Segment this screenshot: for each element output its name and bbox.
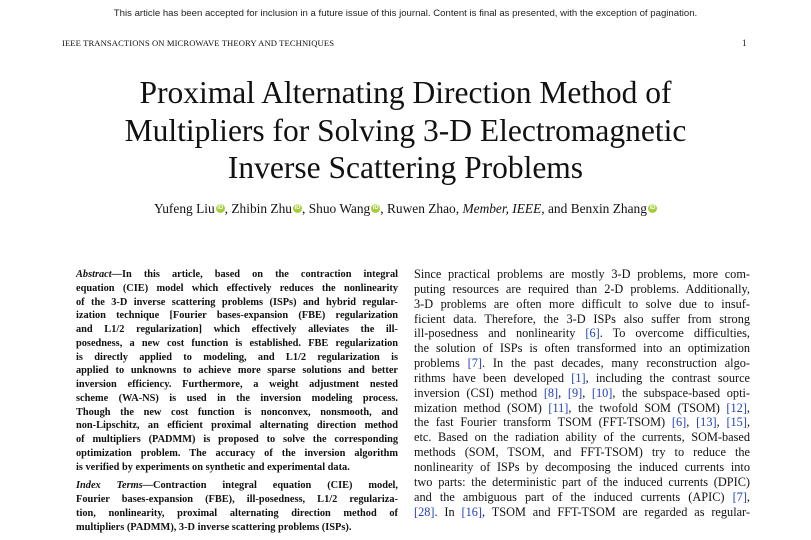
citation-link[interactable]: [11] — [548, 400, 569, 415]
abstract-line: scheme (WA-NS) is used in the inversion modeling process. — [76, 392, 398, 404]
body-line: [28]. In [16], TSOM and FFT-TSOM are regarded as regular- — [414, 504, 751, 519]
abstract-line: is verified by experiments on synthetic and experimental data. — [76, 461, 350, 473]
body-line: methods (SOM, TSOM, and FFT-TSOM) try to reduce the — [414, 445, 750, 460]
author-membership: Member, IEEE — [462, 201, 542, 216]
author-list: Yufeng Liu iD , Zhibin Zhu iD , Shuo Wang iD , Ruwen Zhao, Member, IEEE, and Benxin Zhang iD — [154, 201, 656, 216]
abstract-line: equation (CIE) model which effectively reduces the nonlinearity — [76, 282, 398, 294]
intro-paragraph — [414, 267, 750, 519]
abstract-line: ization technique [Fourier bases-expansion (FBE) regularization — [76, 310, 398, 322]
abstract-line: optimization problem. The accuracy of the inversion algorithm — [76, 447, 398, 459]
title-line: Proximal Alternating Direction Method of — [139, 75, 672, 110]
abstract-line: Though the new cost function is nonconvex, nonsmooth, and — [76, 406, 398, 418]
journal-running-head: IEEE TRANSACTIONS ON MICROWAVE THEORY AND TECHNIQUES — [62, 38, 335, 48]
citation-link[interactable]: [12] — [726, 400, 747, 415]
paper-title — [0, 74, 811, 187]
abstract-line: non-Lipschitz, an efficient proximal alternating direction method — [76, 420, 398, 432]
abstract-line: In this article, based on the contraction integral — [121, 269, 398, 280]
citation-link[interactable]: [10] — [591, 385, 613, 400]
body-line: the solution of ISPs is often transformed into an optimization — [414, 341, 750, 356]
body-line: inversion (CSI) method [8], [9], [10], the subspace-based opti- — [414, 385, 751, 400]
citation-link[interactable]: [8] — [543, 385, 559, 400]
abstract-line: and L1/2 regularization] which effectively alleviates the ill- — [76, 324, 398, 335]
abstract-line: of the 3-D inverse scattering problems (ISPs) and hybrid regular- — [76, 296, 398, 308]
title-line: Multipliers for Solving 3-D Electromagnetic — [124, 112, 687, 148]
author-name: Benxin Zhang — [570, 201, 647, 216]
abstract-heading: Abstract— — [76, 269, 122, 280]
citation-link[interactable]: [7] — [467, 356, 482, 371]
body-line: ill-posedness and nonlinearity [6]. To overcome difficulties, — [414, 326, 750, 341]
abstract — [62, 268, 398, 474]
body-line: 3-D problems are often more difficult to solve due to insuf- — [414, 296, 750, 311]
orcid-icon[interactable]: iD — [372, 205, 379, 211]
abstract-column — [62, 268, 398, 534]
citation-link[interactable]: [6] — [671, 415, 687, 430]
index-terms-line: tion, nonlinearity, proximal alternating direction method of — [76, 507, 398, 519]
body-line: rithms have been developed [1], including the contrast source — [414, 370, 750, 385]
citation-link[interactable]: [9] — [567, 385, 583, 400]
author-name: Zhibin Zhu — [231, 201, 292, 216]
body-line: Since practical problems are mostly 3-D problems, more com- — [414, 267, 750, 281]
body-line: problems [7]. In the past decades, many reconstruction algo- — [414, 356, 750, 371]
orcid-icon[interactable]: iD — [649, 205, 656, 211]
author-name: Ruwen Zhao — [386, 201, 456, 216]
index-terms-line: Contraction integral equation (CIE) model, — [153, 480, 398, 492]
citation-link[interactable]: [6] — [585, 326, 600, 341]
body-column — [414, 267, 750, 519]
abstract-line: posedness, a new cost function is established. FBE regularization — [76, 337, 398, 349]
body-line: and the ambiguous part of the induced currents (APIC) [7], — [414, 489, 750, 504]
index-terms-heading: Index Terms— — [76, 480, 154, 492]
page-number: 1 — [742, 38, 747, 48]
acceptance-notice: This article has been accepted for inclusion in a future issue of this journal. Content is final as presented, with the exception of pagination. — [113, 8, 698, 19]
title-line: Inverse Scattering Problems — [227, 150, 584, 185]
body-line: etc. Based on the radiation ability of the currents, SOM-based — [414, 430, 750, 445]
body-line: the fast Fourier transform TSOM (FFT-TSOM) [6], [13], [15], — [414, 415, 751, 430]
abstract-line: is directly applied to modeling, and L1/2 regularization is — [76, 351, 398, 363]
citation-link[interactable]: [28] — [414, 504, 435, 519]
citation-link[interactable]: [7] — [732, 489, 747, 504]
citation-link[interactable]: [16] — [461, 504, 483, 519]
orcid-icon[interactable]: iD — [294, 205, 301, 211]
citation-link[interactable]: [1] — [571, 370, 586, 385]
abstract-line: of multipliers (PADMM) is proposed to solve the corresponding — [76, 434, 398, 445]
body-line: puting resources are required than 2-D problems. Additionally, — [414, 281, 750, 296]
orcid-icon[interactable]: iD — [217, 205, 224, 211]
body-line: nonlinearity of ISPs by decomposing the induced currents into — [414, 459, 750, 474]
body-line: mization method (SOM) [11], the twofold SOM (TSOM) [12], — [414, 400, 750, 415]
abstract-line: inversion efficiency. Furthermore, a weight adjustment nested — [76, 379, 398, 390]
citation-link[interactable]: [15] — [726, 415, 747, 430]
index-terms-line: Fourier bases-expansion (FBE), ill-posedness, L1/2 regulariza- — [76, 494, 398, 505]
author-name: Yufeng Liu — [154, 201, 215, 216]
body-line: ficient data. Therefore, the 3-D ISPs also suffer from strong — [414, 311, 750, 326]
abstract-line: applied to unknowns to achieve more sparse solutions and better — [76, 365, 398, 377]
body-line: two parts: the deterministic part of the induced currents (DPIC) — [414, 474, 750, 489]
index-terms-line: multipliers (PADMM), 3-D inverse scattering problems (ISPs). — [76, 521, 352, 533]
author-name: Shuo Wang — [308, 201, 371, 216]
index-terms — [62, 479, 398, 534]
citation-link[interactable]: [13] — [696, 415, 717, 430]
